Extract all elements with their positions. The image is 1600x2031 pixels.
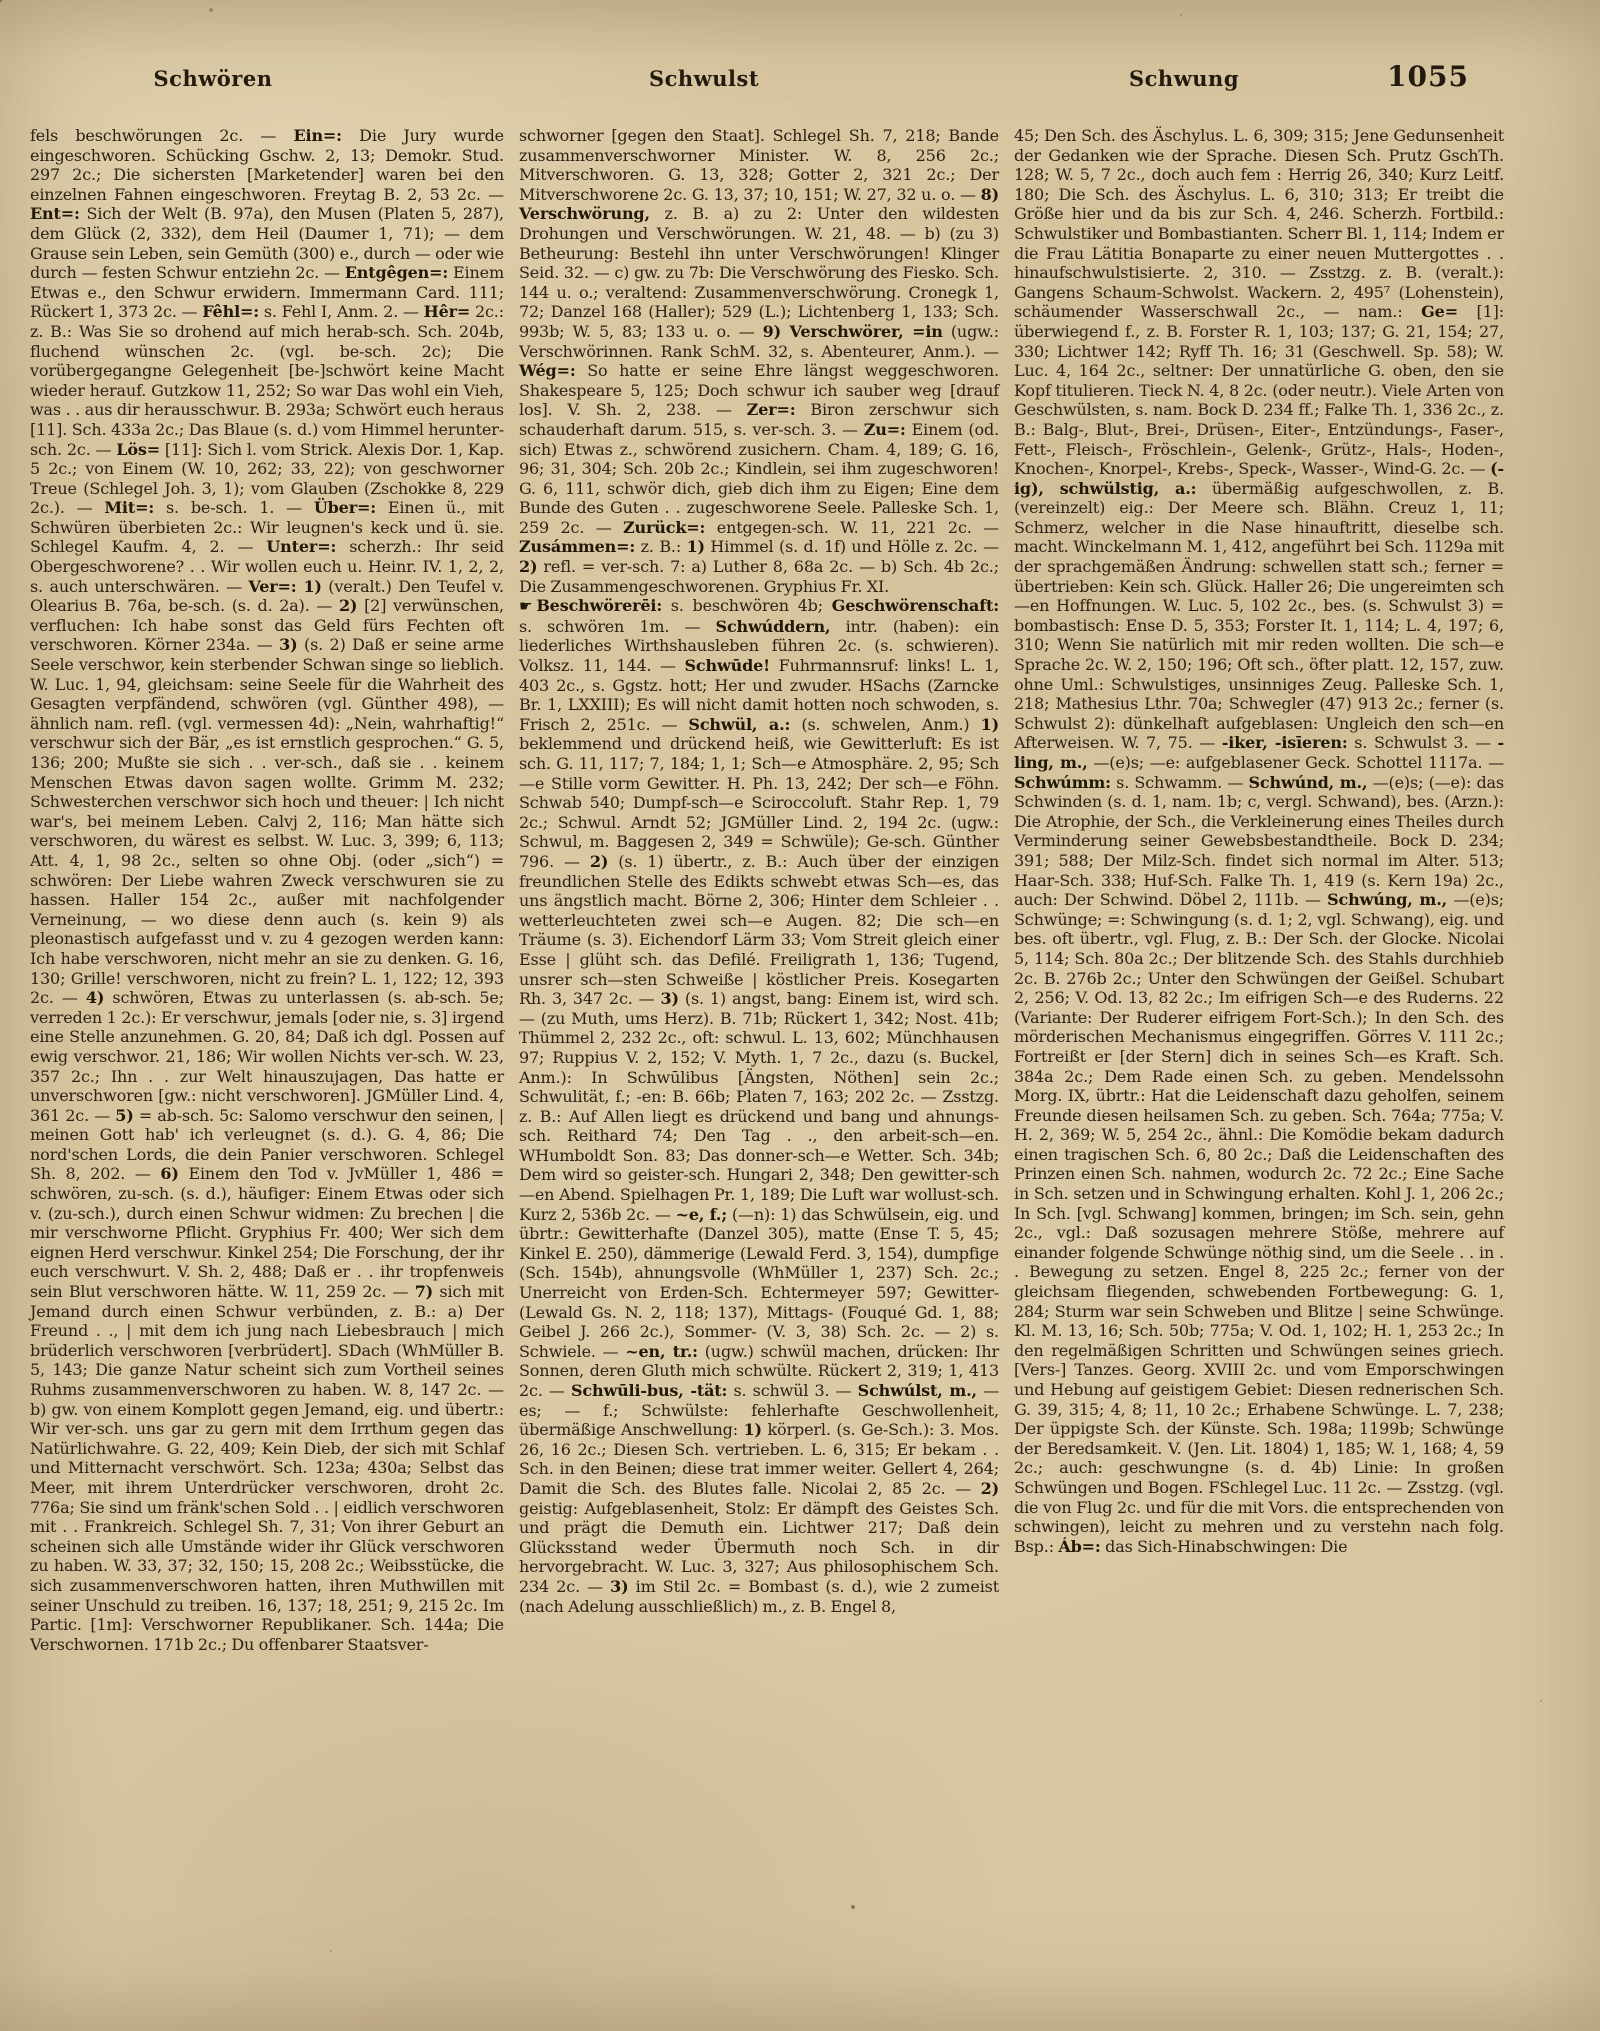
column-3-text: 45; Den Sch. des Äschylus. L. 6, 309; 315; Jene Gedunsenheit der Gedanken wie der Sprache. Diesen Sch. Prutz GschTh. 128; W. 5, 7 2c., doch auch fem : Herrig 26, 340; Kurz Leitf. 180; Die Sch. des Äschylus. L. 6, 310; 313; Er treibt die Größe hier und da bis zur Sch. 4, 246. Scherzh. Fortbild.: Schwulstiker und Bombastianten. Scherr Bl. 1, 114; Indem er die Frau Lätitia Bonaparte zu einer neuen Muttergottes . . hinaufschwulstisierte. 2, 310. — Zsstzg. z. B. (veralt.): Gangens Schaum-Schwolst. Wackern. 2, 495⁷ (Lohenstein), schäumender Wasserschwall 2c., — nam.: Ge= [1]: überwiegend f., z. B. Forster R. 1, 103; 137; G. 21, 154; 27, 330; Lichtwer 142; Ryff Th. 16; 31 (Geschwell. Sp. 58); W. Luc. 4, 164 2c., seltner: Der unnatürliche G. oben, den sie Kopf titulieren. Tieck N. 4, 8 2c. (oder neutr.). Viele Arten von Geschwülsten, s. nam. Bock D. 234 ff.; Falke Th. 1, 336 2c., z. B.: Balg-, Blut-, Brei-, Drüsen-, Eiter-, Entzündungs-, Faser-, Fett-, Fleisch-, Fröschlein-, Gelenk-, Grütz-, Hals-, Hoden-, Knochen-, Knorpel-, Krebs-, Speck-, Wasser-, Wind-G. 2c. — (-ig), schwülstig, a.: übermäßig aufgeschwollen, z. B. (vereinzelt) eig.: Der Meere sch. Blähn. Creuz 1, 11; Schmerz, welcher in die Nase hinauftritt, dieselbe sch. macht. Winckelmann M. 1, 412, angeführt bei Sch. 1129a mit der sprachgemäßen Ändrung: schwellen statt sch.; ferner = übertrieben: Kein sch. Glück. Haller 26; Die ungereimten sch—en Hoffnungen. W. Luc. 5, 102 2c., bes. (s. Schwulst 3) = bombastisch: Ense D. 5, 353; Forster It. 1, 114; L. 4, 197; 6, 310; Wenn Sie natürlich mit mir reden wollten. Die sch—e Sprache 2c. W. 2, 150; 196; Oft sch., öfter platt. 12, 157, zuw. ohne Uml.: Schwulstiges, unsinniges Zeug. Palleske Sch. 1, 218; Mathesius Lthr. 70a; Schwegler (47) 913 2c.; ferner (s. Schwulst 2): dünkelhaft aufgeblasen: Ungleich den sch—en Afterweisen. W. 7, 75. — -iker, -isīeren: s. Schwulst 3. — -ling, m., —(e)s; —e: aufgeblasener Geck. Schottel 1117a. — Schwúmm: s. Schwamm. — Schwúnd, m., —(e)s; (—e): das Schwinden (s. d. 1, nam. 1b; c, vergl. Schwand), bes. (Arzn.): Die Atrophie, der Sch., die Verkleinerung eines Theiles durch Verminderung seiner Gewebsbestandtheile. Bock D. 234; 391; 588; Der Milz-Sch. findet sich normal im Alter. 513; Haar-Sch. 338; Huf-Sch. Falke Th. 1, 419 (s. Kern 19a) 2c., auch: Der Schwind. Döbel 2, 111b. — Schwúng, m., —(e)s; Schwünge; =: Schwingung (s. d. 1; 2, vgl. Schwang), eig. und bes. oft übertr., vgl. Flug, z. B.: Der Sch. der Glocke. Nicolai 5, 114; Sch. 80a 2c.; Der blitzende Sch. des Stahls durchhieb 2c. B. 276b 2c.; Unter den Schwüngen der Geißel. Schubart 2, 256; V. Od. 13, 82 2c.; Im eifrigen Sch—e des Ruderns. 22 (Variante: Der Ruderer eifrigem Fort-Sch.); In den Sch. des mörderischen Mechanismus eingegriffen. Görres V. 111 2c.; Fortreißt er [der Stern] dich in seines Sch—es Kraft. Sch. 384a 2c.; Dem Rade einen Sch. zu geben. Mendelssohn Morg. IX, übrtr.: Hat die Leidenschaft dazu geholfen, seinem Freunde diesen heilsamen Sch. zu geben. Sch. 764a; 775a; V. H. 2, 369; W. 5, 254 2c., ähnl.: Die Komödie bekam dadurch einen tragischen Sch. 6, 80 2c.; Daß die Leidenschaften des Prinzen einen Sch. nahmen, wodurch 2c. 72 2c.; Eine Sache in Sch. setzen und in Schwingung erhalten. Kohl J. 1, 206 2c.; In Sch. [vgl. Schwang] kommen, bringen; im Sch. sein, gehn 2c., vgl.: Daß sozusagen mehrere Stöße, mehrere auf einander folgende Schwünge nöthig sind, um die Seele . . in . . Bewegung zu setzen. Engel 8, 225 2c.; ferner von der gleichsam fliegenden, schwebenden Fortbewegung: G. 1, 284; Sturm war sein Schweben und Blitze | seine Schwünge. Kl. M. 13, 16; Sch. 50b; 775a; V. Od. 1, 102; H. 1, 253 2c.; In den regelmäßigen Schritten und Schwüngen seines griech. [Vers-] Tanzes. Georg. XVIII 2c. und vom Emporschwingen und Hebung auf geistigem Gebiet: Diesen rednerischen Sch. G. 39, 315; 4, 8; 11, 10 2c.; Erhabene Schwünge. L. 7, 238; Der üppigste Sch. der Künste. Sch. 198a; 1199b; Schwünge der Beredsamkeit. V. (Jen. Lit. 1804) 1, 185; W. 1, 168; 4, 59 2c.; auch: geschwungne (s. d. 4b) Linie: In großen Schwüngen und Bogen. FSchlegel Luc. 11 2c. — Zsstzg. (vgl. die von Flug 2c. und für die mit Vors. die entsprechenden von schwingen), leicht zu mehren und zu verstehn nach folg. Bsp.: Áb=: das Sich-Hinabschwingen: Die — [1014, 126, 1505, 1556]
dictionary-column-1 — [30, 126, 504, 1654]
dictionary-column-2 — [519, 126, 999, 1654]
running-head-keyword-left: Schwören — [153, 66, 273, 91]
running-head-keyword-right: Schwung — [1128, 66, 1240, 91]
manicule-icon: ☛ — [519, 597, 533, 616]
text-columns — [30, 126, 1504, 1654]
column-1-text: fels beschwörungen 2c. — Ein=: Die Jury wurde eingeschworen. Schücking Gschw. 2, 13; Demokr. Stud. 297 2c.; Die sichersten [Marketender] waren bei den einzelnen Fahnen eingeschworen. Freytag B. 2, 53 2c. — Ent=: Sich der Welt (B. 97a), den Musen (Platen 5, 287), dem Glück (2, 332), dem Heil (Daumer 1, 71); — dem Grause sein Leben, sein Gemüth (300) e., durch — oder wie durch — festen Schwur entziehn 2c. — Entgêgen=: Einem Etwas e., den Schwur erwidern. Immermann Card. 111; Rückert 1, 373 2c. — Fêhl=: s. Fehl I, Anm. 2. — Hêr= 2c.: z. B.: Was Sie so drohend auf mich herab-sch. Sch. 204b, fluchend wünschen 2c. (vgl. be-sch. 2c); Die vorübergegangne Gelegenheit [be-]schwört keine Macht wieder herauf. Gutzkow 11, 252; So war Das wohl ein Vieh, was . . aus dir herausschwur. B. 293a; Schwört euch heraus [11]. Sch. 433a 2c.; Das Blaue (s. d.) vom Himmel herunter-sch. 2c. — Lös= [11]: Sich l. vom Strick. Alexis Dor. 1, Kap. 5 2c.; von Einem (W. 10, 262; 33, 22); von geschworner Treue (Schlegel Joh. 3, 1); vom Glauben (Zschokke 8, 229 2c.). — Mit=: s. be-sch. 1. — Über=: Einen ü., mit Schwüren überbieten 2c.: Wir leugnen's keck und ü. sie. Schlegel Kaufm. 4, 2. — Unter=: scherzh.: Ihr seid Obergeschworene? . . Wir wollen euch u. Heinr. IV. 1, 2, 2, s. auch unterschwären. — Ver=: 1) (veralt.) Den Teufel v. Olearius B. 76a, be-sch. (s. d. 2a). — 2) [2] verwünschen, verfluchen: Ich habe sonst das Geld fürs Fechten oft verschworen. Körner 234a. — 3) (s. 2) Daß er seine arme Seele verschwor, kein sterbender Schwan singe so lieblich. W. Luc. 1, 94, gleichsam: seine Seele für die Wahrheit des Gesagten verpfändend, schwören (vgl. Günther 498), — ähnlich nam. refl. (vgl. vermessen 4d): „Nein, wahrhaftig!“ verschwur sich der Bär, „es ist ernstlich gesprochen.“ G. 5, 136; 200; Mußte sie sich . . ver-sch., daß sie . . keinem Menschen Etwas davon sagen wollte. Grimm M. 232; Schwesterchen verschwor sich hoch und theuer: | Ich nicht war's, bei meinem Leben. Calvj 2, 116; Man hätte sich verschworen, du wärest es selbst. W. Luc. 3, 399; 6, 113; Att. 4, 1, 98 2c., selten so ohne Obj. (oder „sich“) = schwören: Der Liebe wahren Zweck verschwuren sie zu hassen. Haller 154 2c., außer mit nachfolgender Verneinung, — wo diese denn auch (s. kein 9) als pleonastisch aufgefasst und v. zu 4 gezogen werden kann: Ich habe verschworen, nicht mehr an sie zu denken. G. 16, 130; Grille! verschworen, nicht zu frein? L. 1, 122; 12, 393 2c. — 4) schwören, Etwas zu unterlassen (s. ab-sch. 5e; verreden 1 2c.): Er verschwur, jemals [oder nie, s. 3] irgend eine Stelle anzunehmen. G. 20, 84; Daß ich dgl. Possen auf ewig verschwor. 21, 186; Wir wollen Nichts ver-sch. W. 23, 357 2c.; Ihn . . zur Welt hinauszujagen, Das hatte er unverschworen [gw.: nicht verschworen]. JGMüller Lind. 4, 361 2c. — 5) = ab-sch. 5c: Salomo verschwur den seinen, | meinen Gott hab' ich verleugnet (s. d.). G. 4, 86; Die nord'schen Lords, die dein Panier verschworen. Schlegel Sh. 8, 202. — 6) Einem den Tod v. JvMüller 1, 486 = schwören, zu-sch. (s. d.), häufiger: Einem Etwas oder sich v. (zu-sch.), durch einen Schwur widmen: Zu brechen | die mir verschworne Pflicht. Gryphius Fr. 400; Wer sich dem eignen Herd verschwur. Kinkel 254; Die Forschung, der ihr euch verschwurt. V. Sh. 2, 488; Daß er . . ihr tropfenweis sein Blut verschworen hätte. W. 11, 259 2c. — 7) sich mit Jemand durch einen Schwur verbünden, z. B.: a) Der Freund . ., | mit dem ich jung nach Liebesbrauch | mich brüderlich verschworen [verbrüdert]. SDach (WhMüller B. 5, 143; Die ganze Natur scheint sich zum Vortheil seines Ruhms zusammenverschworen zu haben. W. 8, 147 2c. — b) gw. von einem Komplott gegen Jemand, eig. und übertr.: Wir ver-sch. uns gar zu gern mit dem Irrthum gegen das Natürlichwahre. G. 22, 409; Kein Dieb, der sich mit Schlaf und Mitternacht verschwört. Sch. 123a; 430a; Selbst das Meer, mit ihrem Unterdrücker verschworen, droht 2c. 776a; Sie sind um fränk'schen Sold . . | eidlich verschworen mit . . Frankreich. Schlegel Sh. 7, 31; Von ihrer Geburt an scheinen sich alle Umstände wider ihr Glück verschworen zu haben. W. 33, 37; 32, 150; 15, 208 2c.; Weibsstücke, die sich zusammenverschworen hatten, ihren Muthwillen mit seiner Unschuld zu treiben. 16, 137; 18, 251; 9, 215 2c. Im Partic. [1m]: Verschworner Republikaner. Sch. 144a; Die Verschwornen. 171b 2c.; Du offenbarer Staatsver- — [30, 126, 505, 1654]
page-number: 1055 — [1387, 60, 1469, 93]
running-head — [0, 0, 1600, 115]
running-head-keyword-center: Schwulst — [648, 66, 760, 91]
column-2-text-part2-body: Beschwörerēi: s. beschwören 4b; Geschwörenschaft: s. schwören 1m. — Schwúddern, intr. (haben): ein liederliches Wirthshausleben führen 2c. (s. schwieren). Volksz. 11, 144. — Schwūde! Fuhrmannsruf: links! L. 1, 403 2c., s. Ggstz. hott; Her und zwuder. HSachs (Zarncke Br. 1, LXXIII); Es will nicht damit hotten noch schwoden, s. Frisch 2, 251c. — Schwül, a.: (s. schwelen, Anm.) 1) beklemmend und drückend heiß, wie Gewitterluft: Es ist sch. G. 11, 117; 7, 184; 1, 1; Sch—e Atmosphäre. 2, 95; Sch—e Stille vorm Gewitter. H. Ph. 13, 242; Der sch—e Föhn. Schwab 540; Dumpf-sch—e Sciroccoluft. Stahr Rep. 1, 79 2c.; Schwul. Arndt 52; JGMüller Lind. 2, 194 2c. (ugw.: Schwul, m. Baggesen 2, 349 = Schwüle); Ge-sch. Günther 796. — 2) (s. 1) übertr., z. B.: Auch über der einzigen freundlichen Stelle des Edikts schwebt etwas Sch—es, das uns ängstlich macht. Börne 2, 306; Hinter dem Schleier . . wetterleuchteten zwei sch—e Augen. 82; Die sch—en Träume (s. 3). Eichendorf Lärm 33; Vom Streit gleich einer Esse | glüht sch. das Defilé. Freiligrath 1, 136; Tugend, unsrer sch—sten Schweiße | köstlicher Preis. Kosegarten Rh. 3, 347 2c. — 3) (s. 1) angst, bang: Einem ist, wird sch. — (zu Muth, ums Herz). B. 71b; Rückert 1, 342; Nost. 41b; Thümmel 2, 232 2c., oft: schwul. L. 13, 602; Münchhausen 97; Ruppius V. 2, 152; V. Myth. 1, 7 2c., dazu (s. Buckel, Anm.): In Schwūlibus [Ängsten, Nöthen] sein 2c.; Schwulität, f.; -en: B. 66b; Platen 7, 163; 202 2c. — Zsstzg. z. B.: Auf Allen liegt es drückend und bang und ahnungs-sch. Reithard 74; Den Tag . ., den arbeit-sch—en. WHumboldt Son. 83; Das donner-sch—e Wetter. Sch. 34b; Dem wird so geister-sch. Hungari 2, 348; Den gewitter-sch—en Abend. Spielhagen Pr. 1, 189; Die Luft war wollust-sch. Kurz 2, 536b 2c. — ~e, f.; (—n): 1) das Schwülsein, eig. und übrtr.: Gewitterhafte (Danzel 305), matte (Ense T. 5, 45; Kinkel E. 250), dämmerige (Lewald Ferd. 3, 154), dumpfige (Sch. 154b), ahnungsvolle (WhMüller 1, 237) Sch. 2c.; Unerreicht von Erden-Sch. Echtermeyer 597; Gewitter- (Lewald Gs. N. 2, 118; 137), Mittags- (Fouqué Gd. 1, 88; Geibel J. 266 2c.), Sommer- (V. 3, 38) Sch. 2c. — 2) s. Schwiele. — ~en, tr.: (ugw.) schwül machen, drücken: Ihr Sonnen, deren Gluth mich schwülte. Rückert 2, 319; 1, 413 2c. — Schwūli-bus, -tät: s. schwül 3. — Schwúlst, m., —es; — f.; Schwülste: fehlerhafte Geschwollenheit, übermäßige Anschwellung: 1) körperl. (s. Ge-Sch.): 3. Mos. 26, 16 2c.; Diesen Sch. vertrieben. L. 6, 315; Er bekam . . Sch. in den Beinen; diese trat immer weiter. Gellert 4, 264; Damit die Sch. des Blutes falle. Nicolai 2, 85 2c. — 2) geistig: Aufgeblasenheit, Stolz: Er dämpft des Geistes Sch. und prägt die Demuth ein. Lichtwer 217; Daß dein Glücksstand weder Übermuth noch Sch. in dir hervorgebracht. W. Luc. 3, 327; Aus philosophischem Sch. 234 2c. — 3) im Stil 2c. = Bombast (s. d.), wie 2 zumeist (nach Adelung ausschließlich) m., z. B. Engel 8, — [519, 596, 1000, 1616]
column-2-text-part1: schworner [gegen den Staat]. Schlegel Sh. 7, 218; Bande zusammenverschworner Minister. W. 8, 256 2c.; Mitverschworen. G. 13, 328; Gotter 2, 321 2c.; Der Mitverschworene 2c. G. 13, 37; 10, 151; W. 27, 32 u. o. — 8) Verschwörung, z. B. a) zu 2: Unter den wildesten Drohungen und Verschwörungen. W. 21, 48. — b) (zu 3) Betheurung: Bestehl ihn unter Verschwörungen! Klinger Seid. 32. — c) gw. zu 7b: Die Verschwörung des Fiesko. Sch. 144 u. o.; veraltend: Zusammenverschwörung. Cronegk 1, 72; Danzel 168 (Haller); 529 (L.); Lichtenberg 1, 133; Sch. 993b; W. 5, 83; 133 u. o. — 9) Verschwörer, =in (ugw.: Verschwörinnen. Rank SchM. 32, s. Abenteurer, Anm.). — Wég=: So hatte er seine Ehre längst weggeschworen. Shakespeare 5, 125; Doch schwur ich sauber weg [drauf los]. V. Sh. 2, 238. — Zer=: Biron zerschwur sich schauderhaft darum. 515, s. ver-sch. 3. — Zu=: Einem (od. sich) Etwas z., schwörend zusichern. Cham. 4, 189; G. 16, 96; 31, 304; Sch. 20b 2c.; Kindlein, sei ihm zugeschworen! G. 6, 111, schwör dich, gieb dich ihm zu Eigen; Eine dem Bunde des Guten . . zugeschworene Seele. Palleske Sch. 1, 259 2c. — Zurück=: entgegen-sch. W. 11, 221 2c. — Zusámmen=: z. B.: 1) Himmel (s. d. 1f) und Hölle z. 2c. — 2) refl. = ver-sch. 7: a) Luther 8, 68a 2c. — b) Sch. 4b 2c.; Die Zusammengeschworenen. Gryphius Fr. XI. — [519, 126, 999, 596]
column-2-text-part2 — [519, 596, 999, 1616]
dictionary-column-3 — [1014, 126, 1504, 1654]
